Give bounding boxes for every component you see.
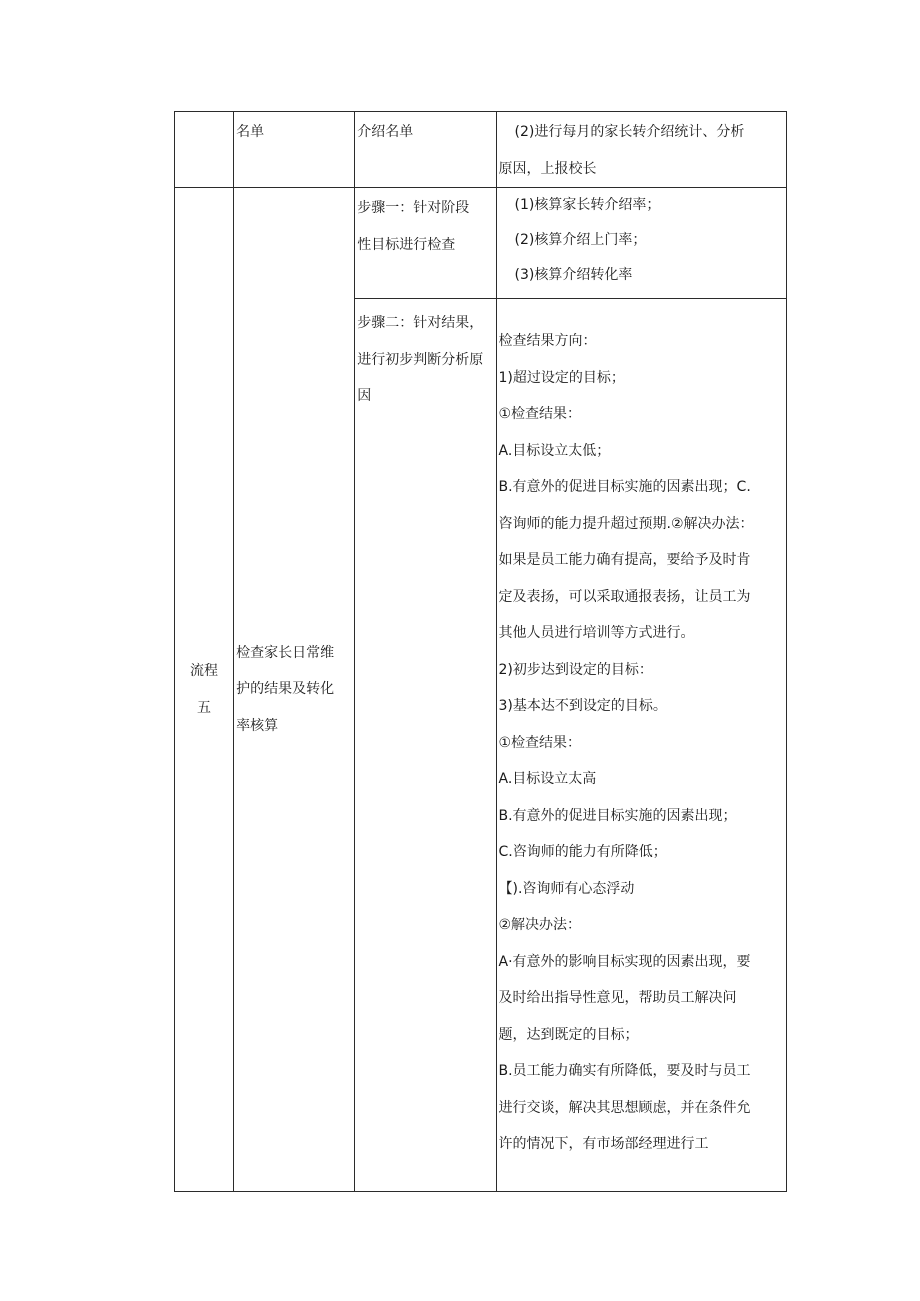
process-label-line: 五 — [197, 699, 212, 716]
cell-referral-stats — [496, 112, 787, 188]
step2-label-line: 步骤二：针对结果， — [357, 315, 484, 331]
step2-content-line: C.咨询师的能力有所降低； — [498, 844, 667, 860]
cell-empty — [175, 112, 234, 188]
step2-label-line: 因 — [357, 388, 372, 404]
step2-content-line: B.有意外的促进目标实施的因素出现；C. — [498, 479, 751, 495]
step2-content-line: B.有意外的促进目标实施的因素出现； — [498, 807, 737, 824]
step2-content-line: 2)初步达到设定的目标： — [498, 661, 653, 678]
step1-item: (2)核算介绍上门率； — [514, 232, 647, 248]
step2-content-line: A·有意外的影响目标实现的因素出现，要 — [498, 953, 751, 970]
cell-step1-label — [355, 188, 496, 299]
cell-process-name — [234, 188, 355, 1192]
step2-content-line: A.目标设立太低； — [498, 442, 611, 459]
step1-label-line: 步骤一：针对阶段 — [357, 200, 470, 216]
process-label-line: 流程 — [190, 663, 219, 679]
step2-content-line: 咨询师的能力提升超过预期.②解决办法： — [498, 515, 754, 532]
step2-content-line: 题，达到既定的目标； — [498, 1026, 639, 1043]
text-line: (2)进行每月的家长转介绍统计、分析 — [514, 124, 745, 140]
step1-label-line: 性目标进行检查 — [357, 236, 456, 253]
step2-content-line: ②解决办法： — [498, 917, 582, 933]
step2-label-line: 进行初步判断分析原 — [357, 351, 484, 368]
step2-content-line: 如果是员工能力确有提高，要给予及时肯 — [498, 552, 751, 568]
cell-referral-list — [355, 112, 496, 188]
cell-step2-content — [496, 299, 787, 1192]
process-name-line: 护的结果及转化 — [236, 681, 335, 698]
step2-content-line: 3)基本达不到设定的目标。 — [498, 698, 667, 714]
table-row — [175, 112, 787, 188]
process-name-line: 率核算 — [236, 717, 279, 734]
step2-content-line: B.员工能力确实有所降低，要及时与员工 — [498, 1063, 751, 1079]
referral-list-label: 介绍名单 — [357, 124, 414, 140]
step2-content-line: A.目标设立太高 — [498, 771, 597, 787]
step2-content-line: 【).咨询师有心态浮动 — [498, 880, 635, 897]
step1-item: (3)核算介绍转化率 — [514, 267, 633, 283]
cell-process-label — [175, 188, 234, 1192]
process-table — [174, 111, 787, 1192]
step2-content-line: 及时给出指导性意见，帮助员工解决问 — [498, 990, 737, 1006]
step2-content-line: 定及表扬，可以采取通报表扬，让员工为 — [498, 588, 751, 605]
process-name-line: 检查家长日常维 — [236, 644, 335, 661]
cell-step1-content — [496, 188, 787, 299]
step2-content-line: 1)超过设定的目标； — [498, 369, 625, 386]
step2-content-line: 其他人员进行培训等方式进行。 — [498, 625, 695, 641]
cell-step2-label — [355, 299, 496, 1192]
step2-content-line: 许的情况下，有市场部经理进行工 — [498, 1136, 709, 1152]
step2-content-line: 进行交谈，解决其思想顾虑，并在条件允 — [498, 1099, 751, 1116]
table-row — [175, 188, 787, 299]
text-line: 原因，上报校长 — [498, 160, 597, 177]
step2-content-line: ①检查结果： — [498, 734, 582, 751]
step2-content-line: 检查结果方向： — [498, 333, 597, 349]
step2-content-line: ①检查结果： — [498, 406, 582, 422]
cell-list-label — [234, 112, 355, 188]
step1-item: (1)核算家长转介绍率； — [514, 197, 661, 213]
list-label: 名单 — [236, 124, 265, 140]
